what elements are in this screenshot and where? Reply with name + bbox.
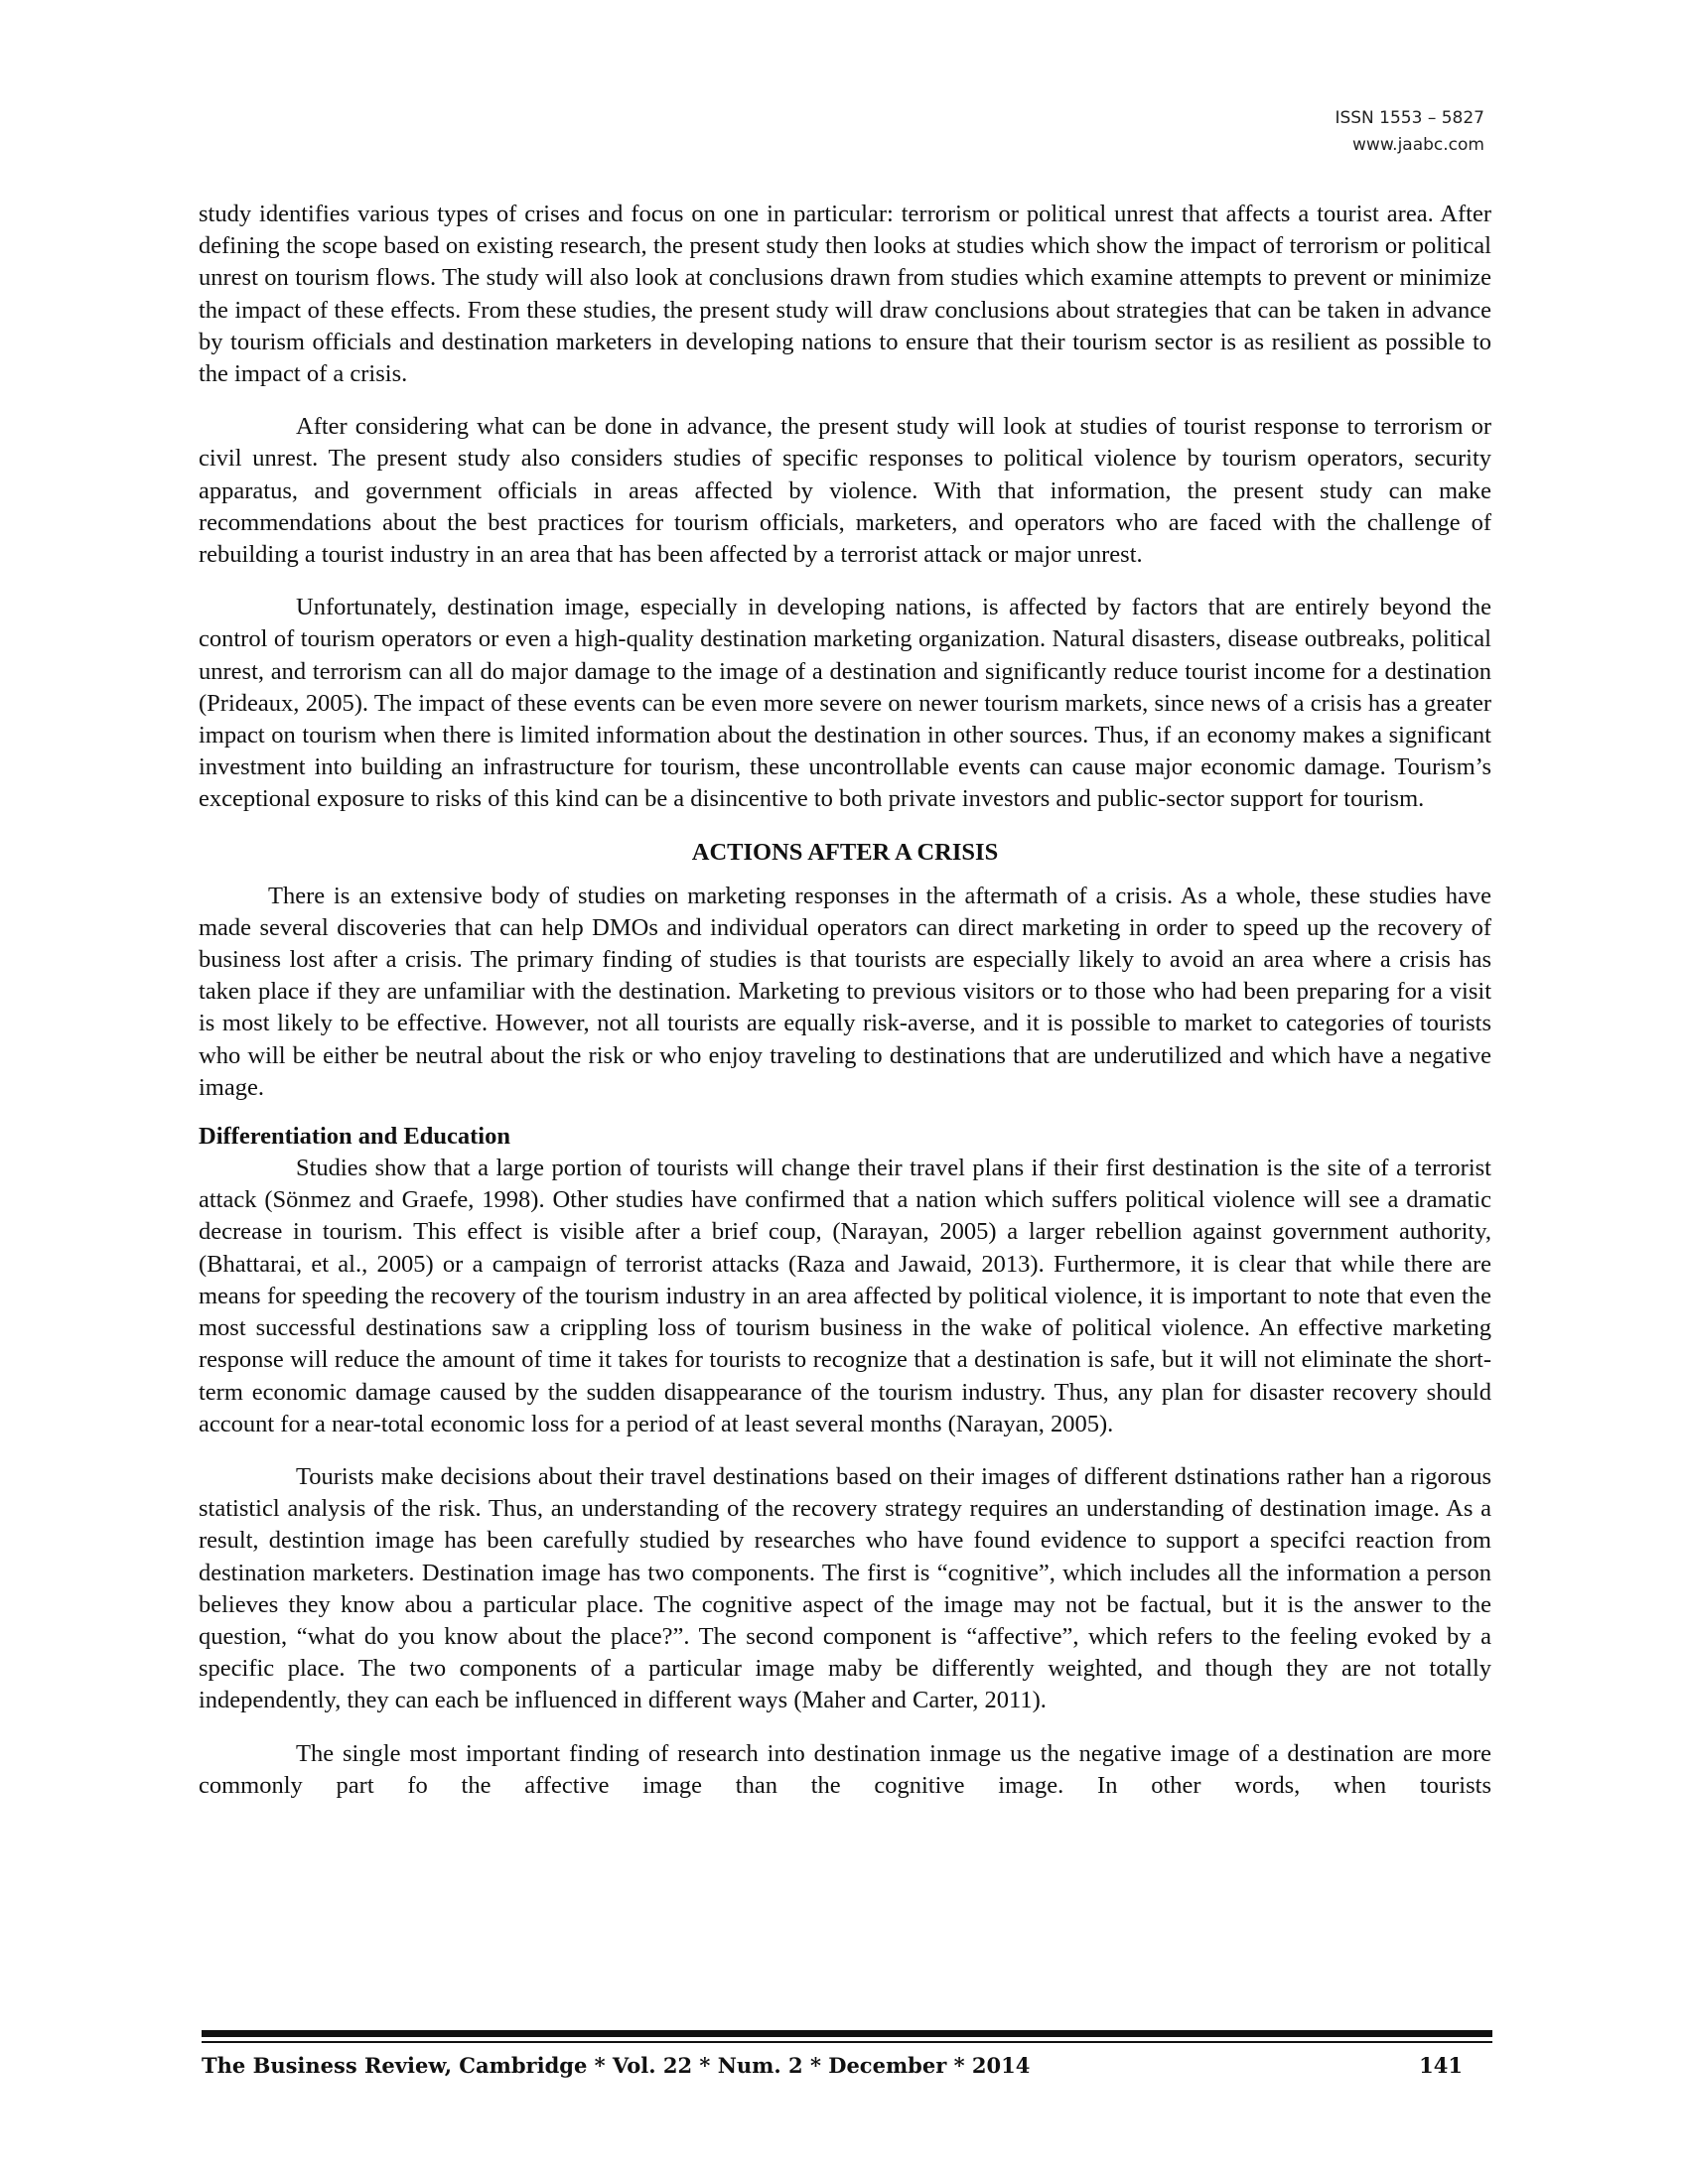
paragraph-3: Unfortunately, destination image, especially in developing nations, is affected by factors that are entirely beyond the control of tourism operators or even a high-quality destination marketing organization. Natural disasters, disease outbreaks, political unrest, and terrorism can all do major damage to the image of a destination and significantly reduce tourist income for a destination (Prideaux, 2005). The impact of these events can be even more severe on newer tourism markets, since news of a crisis has a greater impact on tourism when there is limited information about the destination in other sources. Thus, if an economy makes a significant investment into building an infrastructure for tourism, these uncontrollable events can cause major economic damage. Tourism’s exceptional exposure to risks of this kind can be a disincentive to both private investors and public-sector support for tourism. [199, 594, 1491, 813]
sub-heading: Differentiation and Education [199, 1123, 510, 1151]
footer-divider-thin [202, 2041, 1492, 2043]
paragraph-7: The single most important finding of research into destination inmage us the negative image of a destination are more commonly part fo the affective image than the cognitive image. In other words, when tourists [199, 1739, 1491, 1799]
page-footer [202, 2051, 1463, 2081]
website-label: www.jaabc.com [1352, 135, 1484, 155]
paragraph-5: Studies show that a large portion of tourists will change their travel plans if their first destination is the site of a terrorist attack (Sönmez and Graefe, 1998). Other studies have confirmed that a nation which suffers political violence will see a dramatic decrease in tourism. This effect is visible after a brief coup, (Narayan, 2005) a larger rebellion against government authority, (Bhattarai, et al., 2005) or a campaign of terrorist attacks (Raza and Jawaid, 2013). Furthermore, it is clear that while there are means for speeding the recovery of the tourism industry in an area affected by political violence, it is important to note that even the most successful destinations saw a crippling loss of tourism business in the wake of political violence. An effective marketing response will reduce the amount of time it takes for tourists to recognize that a destination is safe, but it will not eliminate the short-term economic damage caused by the sudden disappearance of the tourism industry. Thus, any plan for disaster recovery should account for a near-total economic loss for a period of at least several months (Narayan, 2005). [199, 1155, 1491, 1437]
article-body [199, 199, 1491, 1802]
paragraph-4: There is an extensive body of studies on marketing responses in the aftermath of a crisis. As a whole, these studies have made several discoveries that can help DMOs and individual operators can direct marketing in order to speed up the recovery of business lost after a crisis. The primary finding of studies is that tourists are especially likely to avoid an area where a crisis has taken place if they are unfamiliar with the destination. Marketing to previous visitors or to those who had been preparing for a visit is most likely to be effective. However, not all tourists are equally risk-averse, and it is possible to market to categories of tourists who will be either be neutral about the risk or who enjoy traveling to destinations that are underutilized and which have a negative image. [199, 882, 1491, 1101]
page-number: 141 [1419, 2053, 1463, 2078]
paragraph-2: After considering what can be done in advance, the present study will look at studies of tourist response to terrorism or civil unrest. The present study also considers studies of specific responses to political violence by tourism operators, security apparatus, and government officials in areas affected by violence. With that information, the present study can make recommendations about the best practices for tourism officials, marketers, and operators who are faced with the challenge of rebuilding a tourist industry in an area that has been affected by a terrorist attack or major unrest. [199, 413, 1491, 569]
journal-header [1335, 105, 1484, 159]
footer-divider-thick [202, 2030, 1492, 2037]
paragraph-6: Tourists make decisions about their travel destinations based on their images of different dstinations rather han a rigorous statisticl analysis of the risk. Thus, an understanding of the recovery strategy requires an understanding of destination image. As a result, destintion image has been carefully studied by researches who have found evidence to support a specifci reaction from destination marketers. Destination image has two components. The first is “cognitive”, which includes all the information a person believes they know abou a particular place. The cognitive aspect of the image may not be factual, but it is the answer to the question, “what do you know about the place?”. The second component is “affective”, which refers to the feeling evoked by a specific place. The two components of a particular image maby be differently weighted, and though they are not totally independently, they can each be influenced in different ways (Maher and Carter, 2011). [199, 1462, 1491, 1714]
section-heading: ACTIONS AFTER A CRISIS [691, 838, 999, 866]
issn-label: ISSN 1553 – 5827 [1335, 108, 1484, 128]
journal-citation: The Business Review, Cambridge * Vol. 22 * Num. 2 * December * 2014 [202, 2053, 1031, 2078]
paragraph-1: study identifies various types of crises and focus on one in particular: terrorism or political unrest that affects a tourist area. After defining the scope based on existing research, the present study then looks at studies which show the impact of terrorism or political unrest on tourism flows. The study will also look at conclusions drawn from studies which examine attempts to prevent or minimize the impact of these effects. From these studies, the present study will draw conclusions about strategies that can be taken in advance by tourism officials and destination marketers in developing nations to ensure that their tourism sector is as resilient as possible to the impact of a crisis. [199, 201, 1491, 388]
